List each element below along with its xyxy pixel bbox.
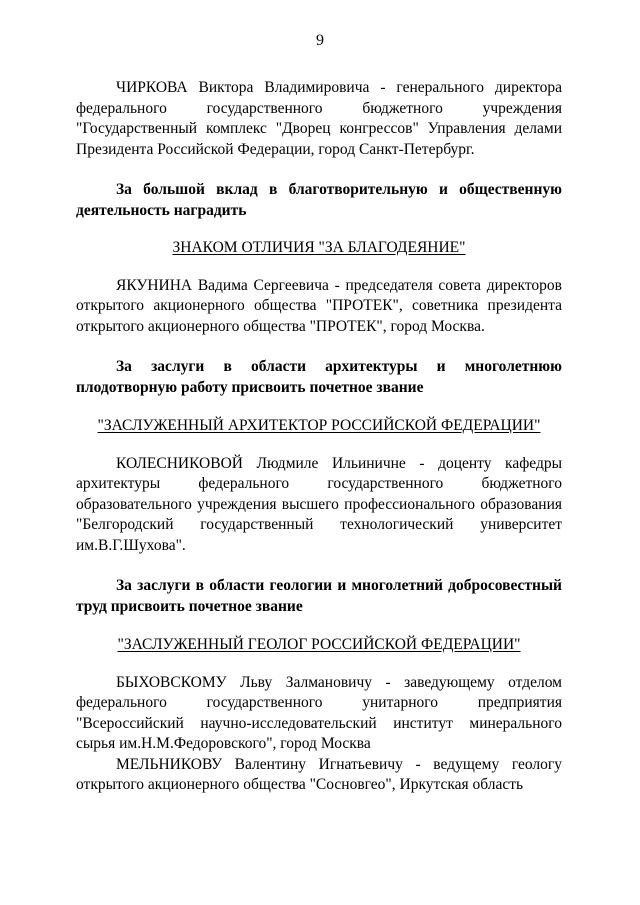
recipient-paragraph-yakunin: ЯКУНИНА Вадима Сергеевича - председателя совета директоров открытого акционерного общества "ПРОТЕК", советника президента открытого акционерного общества "ПРОТЕК", город Москва. — [76, 276, 562, 335]
award-title-architect: "ЗАСЛУЖЕННЫЙ АРХИТЕКТОР РОССИЙСКОЙ ФЕДЕРАЦИИ" — [97, 417, 541, 434]
recipient-paragraph-kolesnikova: КОЛЕСНИКОВОЙ Людмиле Ильиничне - доценту кафедры архитектуры федерального государственного бюджетного образовательного учреждения высшего профессионального образования "Белгородский государственный технологический университет им.В.Г.Шухова". — [76, 454, 562, 554]
spacer — [76, 398, 562, 416]
award-paragraph-chirkov: ЧИРКОВА Виктора Владимировича - генерального директора федерального государственного бюджетного учреждения "Государственный комплекс "Дворец конгрессов" Управления делами Президента Российской Федерации, город Санкт-Петербург. — [76, 79, 562, 158]
award-intro-geologist: За заслуги в области геологии и многолетний добросовестный труд присвоить почетное звание — [76, 577, 562, 615]
spacer — [76, 656, 562, 673]
spacer — [76, 337, 562, 357]
recipient-paragraph-melnikov: МЕЛЬНИКОВУ Валентину Игнатьевичу - ведущему геологу открытого акционерного общества "Сосновгео", Иркутская область — [76, 755, 562, 793]
spacer — [76, 221, 562, 238]
award-intro-architect: За заслуги в области архитектуры и многолетнюю плодотворную работу присвоить почетное звание — [76, 358, 562, 396]
page-number: 9 — [316, 32, 324, 49]
award-intro-charity: За большой вклад в благотворительную и общественную деятельность наградить — [76, 181, 562, 219]
award-title-charity: ЗНАКОМ ОТЛИЧИЯ "ЗА БЛАГОДЕЯНИЕ" — [172, 239, 466, 256]
spacer — [76, 437, 562, 454]
recipient-paragraph-bykhovsky: БЫХОВСКОМУ Льву Залмановичу - заведующему отделом федерального государственного унитарного предприятия "Всероссийский научно-исследовательский институт минерального сырья им.Н.М.Федоровского", город Москва — [76, 673, 562, 752]
spacer — [76, 160, 562, 180]
spacer — [76, 617, 562, 635]
spacer — [76, 556, 562, 576]
document-body — [76, 78, 562, 796]
award-title-geologist: "ЗАСЛУЖЕННЫЙ ГЕОЛОГ РОССИЙСКОЙ ФЕДЕРАЦИИ" — [117, 636, 521, 653]
spacer — [76, 259, 562, 276]
